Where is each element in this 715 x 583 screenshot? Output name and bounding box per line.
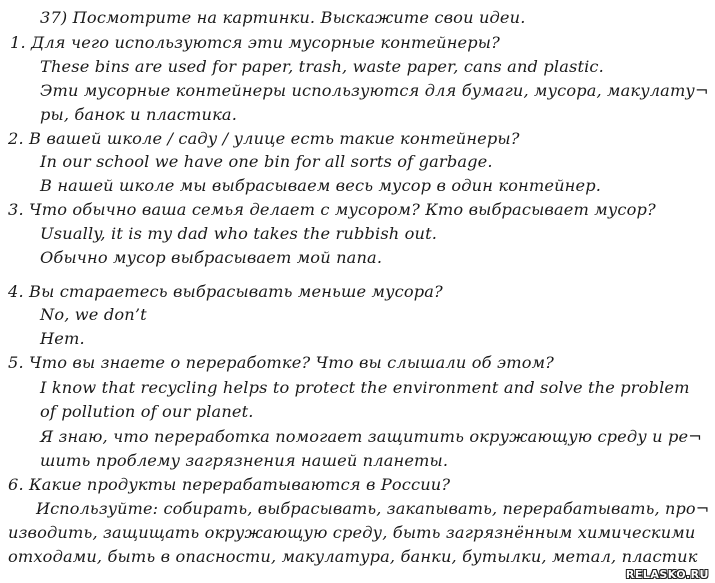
answer-3-english: Usually, it is my dad who takes the rubbish out. bbox=[40, 224, 438, 243]
answer-2-russian: В нашей школе мы выбрасываем весь мусор в один контейнер. bbox=[40, 176, 602, 195]
answer-3-russian: Обычно мусор выбрасывает мой папа. bbox=[40, 248, 383, 267]
question-1: 1. Для чего используются эти мусорные контейнеры? bbox=[10, 33, 500, 52]
site-watermark: RELASKO.RU bbox=[625, 568, 709, 581]
answer-5-russian-line-2: шить проблему загрязнения нашей планеты. bbox=[40, 451, 449, 470]
question-5: 5. Что вы знаете о переработке? Что вы слышали об этом? bbox=[8, 353, 554, 372]
question-6-hint-line-3: отходами, быть в опасности, макулатура, банки, бутылки, метал, пластик bbox=[8, 547, 698, 566]
question-3: 3. Что обычно ваша семья делает с мусором? Кто выбрасывает мусор? bbox=[8, 200, 656, 219]
answer-5-english-line-2: of pollution of our planet. bbox=[40, 402, 254, 421]
question-2: 2. В вашей школе / саду / улице есть такие контейнеры? bbox=[8, 129, 520, 148]
question-6: 6. Какие продукты перерабатываются в России? bbox=[8, 475, 451, 494]
answer-4-russian: Нет. bbox=[40, 329, 85, 348]
question-6-hint-line-2: изводить, защищать окружающую среду, быть загрязнённым химическими bbox=[8, 523, 696, 542]
question-4: 4. Вы стараетесь выбрасывать меньше мусора? bbox=[8, 282, 443, 301]
answer-5-russian-line-1: Я знаю, что переработка помогает защитить окружающую среду и ре¬ bbox=[40, 427, 702, 446]
answer-1-russian-line-2: ры, банок и пластика. bbox=[40, 105, 237, 124]
exercise-header: 37) Посмотрите на картинки. Выскажите свои идеи. bbox=[40, 8, 526, 27]
answer-5-english-line-1: I know that recycling helps to protect the environment and solve the problem bbox=[40, 378, 690, 397]
answer-2-english: In our school we have one bin for all sorts of garbage. bbox=[40, 152, 493, 171]
answer-1-russian-line-1: Эти мусорные контейнеры используются для бумаги, мусора, макулату¬ bbox=[40, 81, 709, 100]
answer-1-english: These bins are used for paper, trash, waste paper, cans and plastic. bbox=[40, 57, 604, 76]
answer-4-english: No, we don’t bbox=[40, 305, 147, 324]
question-6-hint-line-1: Используйте: собирать, выбрасывать, закапывать, перерабатывать, про¬ bbox=[36, 499, 710, 518]
